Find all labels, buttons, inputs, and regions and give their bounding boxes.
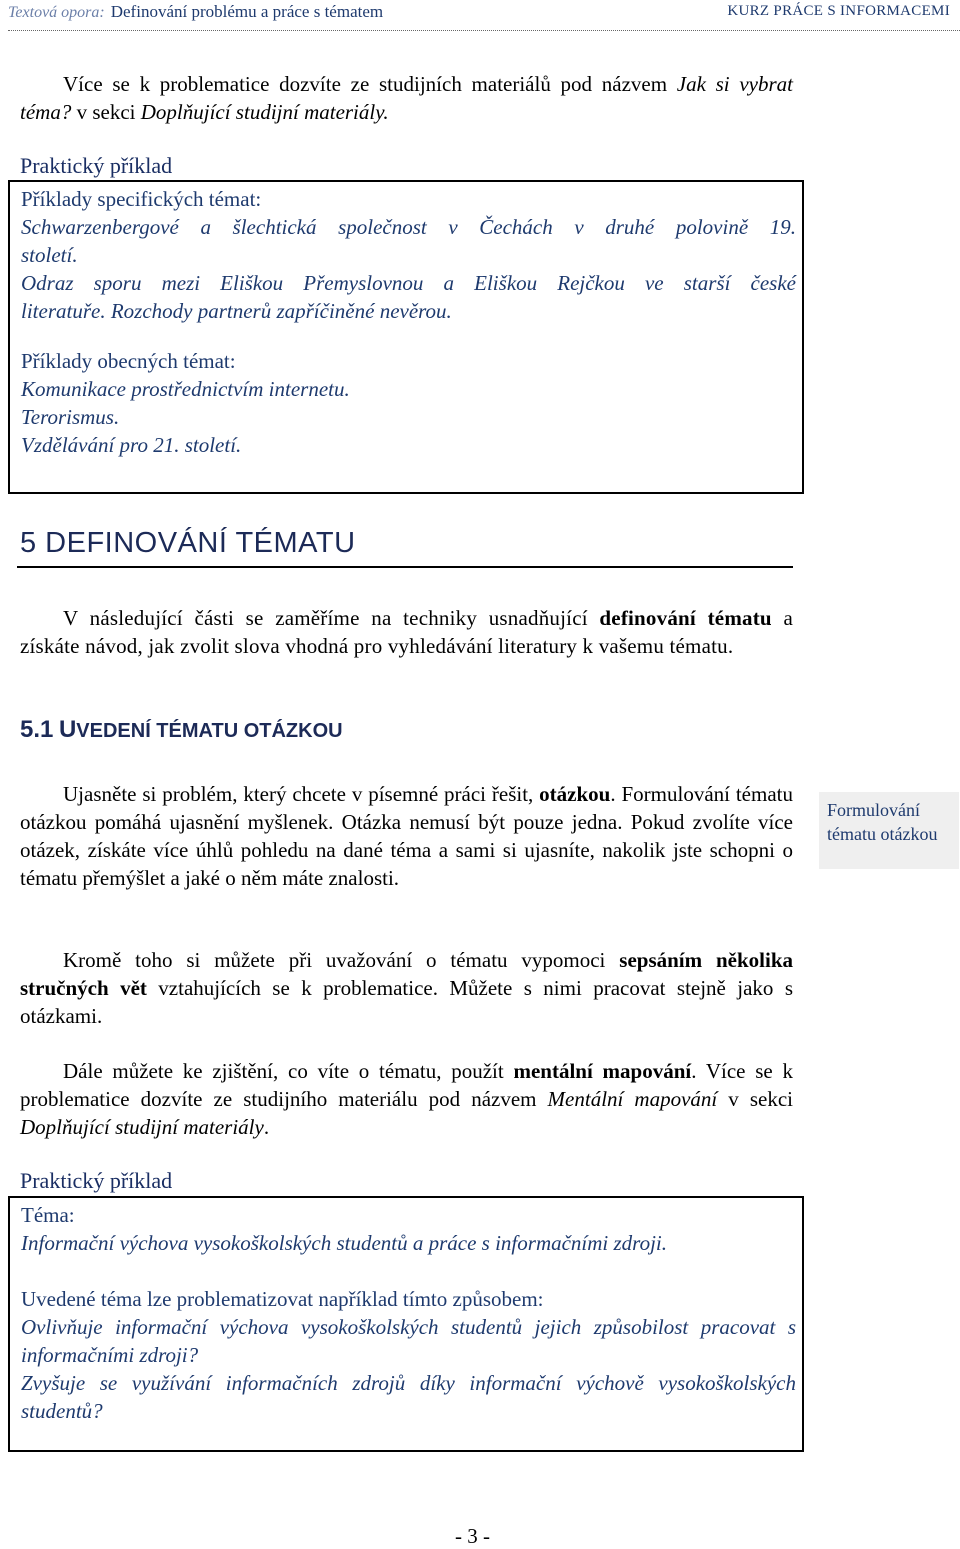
topic-text: Informační výchova vysokoškolských studentů a práce s informačními zdroji. — [21, 1231, 667, 1255]
header-title: Definování problému a práce s tématem — [110, 2, 384, 21]
paragraph-sentences: Kromě toho si můžete při uvažování o tématu vypomoci sepsáním několika stručných vět vztahujících se k problematice. Můžete s nimi pracovat stejně jako s otázkami. — [20, 948, 794, 1028]
heading-rule — [17, 566, 793, 568]
general-label: Příklady obecných témat: — [21, 349, 236, 373]
margin-note: Formulování tématu otázkou — [819, 792, 959, 869]
intro-title-italic: Jak si vybrat téma? — [20, 72, 794, 124]
header-left — [8, 2, 383, 22]
header-label: Textová opora: — [8, 4, 105, 21]
section5-paragraph: V následující části se zaměříme na techniky usnadňující definování tématu a získáte návod, jak zvolit slova vhodná pro vyhledávání literatury k vašemu tématu. — [20, 606, 793, 658]
question-2: Zvyšuje se využívání informačních zdrojů díky informační výchově vysokoškolských studentů? — [21, 1371, 796, 1423]
bold-term: definování tématu — [599, 606, 772, 630]
page-number: - 3 - — [455, 1524, 490, 1548]
subsection-title: VEDENÍ TÉMATU OTÁZKOU — [76, 720, 343, 742]
intro-paragraph — [20, 70, 793, 126]
paragraph-question: Ujasněte si problém, který chcete v písemné práci řešit, otázkou. Formulování tématu otázkou pomáhá ujasnění myšlenek. Otázka nemusí být pouze jedna. Pokud zvolíte více otázek, získáte více úhlů pohledu na dané téma a sami si ujasníte, nakolik jste schopni o tématu přemýšlet a jaké o něm máte znalosti. — [20, 782, 793, 890]
intro-section-italic: Doplňující studijní materiály. — [140, 100, 389, 124]
page-header — [8, 0, 960, 31]
topic-label: Téma: — [21, 1203, 75, 1227]
general-item: Vzdělávání pro 21. století. — [21, 433, 242, 457]
specific-line-4: literatuře. Rozchody partnerů zapříčiněné nevěrou. — [21, 299, 452, 323]
example-box-2 — [8, 1196, 804, 1452]
general-item: Komunikace prostřednictvím internetu. — [21, 377, 350, 401]
specific-line-1: Schwarzenbergové a šlechtická společnost v Čechách v druhé polovině 19. — [21, 215, 796, 239]
specific-line-2: století. — [21, 243, 78, 267]
header-course: KURZ PRÁCE S INFORMACEMI — [727, 3, 950, 19]
subsection-cap: U — [58, 716, 77, 743]
problem-label: Uvedené téma lze problematizovat například tímto způsobem: — [21, 1287, 544, 1311]
intro-text-2: v sekci — [71, 100, 141, 124]
general-item: Terorismus. — [21, 405, 120, 429]
example-title: Praktický příklad — [20, 153, 173, 178]
specific-line-3: Odraz sporu mezi Eliškou Přemyslovnou a Eliškou Rejčkou ve starší české — [21, 271, 796, 295]
example-title-2: Praktický příklad — [20, 1168, 173, 1193]
example-box — [8, 180, 804, 494]
subsection-heading — [20, 716, 343, 744]
intro-text: Více se k problematice dozvíte ze studijních materiálů pod názvem — [63, 72, 677, 96]
question-1: Ovlivňuje informační výchova vysokoškolských studentů jejich způsobilost pracovat s informačními zdroji? — [21, 1315, 796, 1367]
specific-label: Příklady specifických témat: — [21, 187, 262, 211]
subsection-number: 5.1 — [20, 716, 54, 743]
paragraph-mindmap: Dále můžete ke zjištění, co víte o tématu, použít mentální mapování. Více se k problematice dozvíte ze studijního materiálu pod názvem Mentální mapování v sekci Doplňující studijní materiály. — [20, 1059, 794, 1139]
section-heading: 5 DEFINOVÁNÍ TÉMATU — [20, 527, 356, 559]
